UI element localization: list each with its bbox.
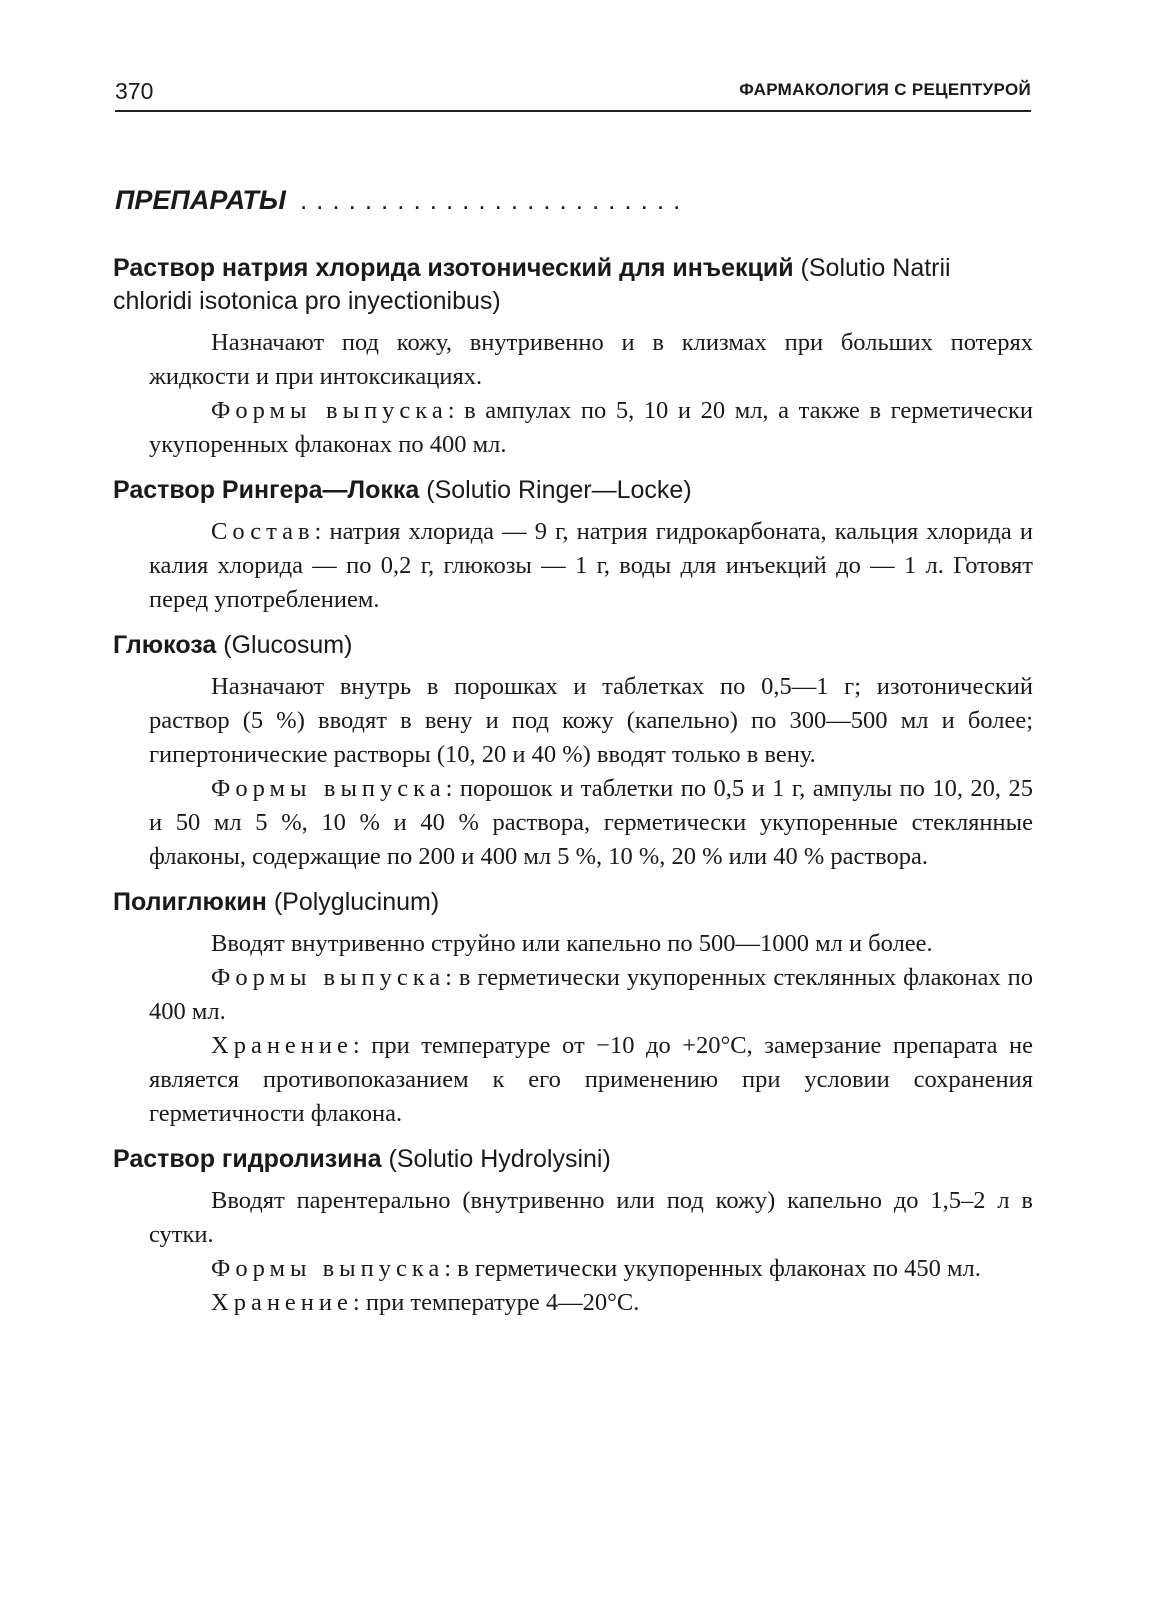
paragraph-label: Формы выпуска [211, 1255, 445, 1282]
paragraph-label: Формы выпуска [211, 397, 448, 424]
drug-entry [113, 886, 1033, 1131]
drug-name: Раствор гидролизина [113, 1145, 382, 1173]
drug-heading [113, 629, 1033, 662]
drug-name: Полиглюкин [113, 888, 267, 916]
paragraph [149, 1286, 1033, 1320]
paragraph [149, 515, 1033, 617]
drug-entry [113, 629, 1033, 874]
drug-name: Раствор натрия хлорида изотонический для инъекций [113, 254, 794, 282]
paragraph-label: Хранение [211, 1032, 353, 1059]
paragraph-label: Формы выпуска [211, 775, 446, 802]
paragraph-text: Вводят внутривенно струйно или капельно по 500—1000 мл и более. [211, 930, 933, 957]
paragraph-label: Формы выпуска [211, 964, 446, 991]
paragraph [149, 772, 1033, 874]
drug-latin-name: (Solutio Ringer—Locke) [426, 476, 692, 504]
drug-heading [113, 252, 1033, 318]
paragraph-text: : в герметически укупоренных флаконах по 450 мл. [444, 1255, 981, 1282]
paragraph-text: : в ампулах по 5, 10 и 20 мл, а также в герметически укупоренных флаконах по 400 мл. [149, 397, 1033, 458]
paragraph [149, 1252, 1033, 1286]
paragraph-text: Назначают под кожу, внутривенно и в клизмах при больших потерях жидкости и при интоксикациях. [149, 329, 1033, 390]
drug-heading [113, 1143, 1033, 1176]
drug-latin-name: (Polyglucinum) [273, 888, 440, 916]
paragraph-text: : при температуре от −10 до +20°С, замерзание препарата не является противопоказанием к его применению при условии сохранения герметичности флакона. [149, 1032, 1033, 1127]
paragraph-text: : натрия хлорида — 9 г, натрия гидрокарбоната, кальция хлорида и калия хлорида — по 0,2 г, глюкозы — 1 г, воды для инъекций до — 1 л. Готовят перед употреблением. [149, 518, 1033, 613]
drug-entry [113, 1143, 1033, 1320]
paragraph-label: Хранение [211, 1289, 353, 1316]
drug-heading [113, 886, 1033, 919]
paragraph [149, 927, 1033, 961]
drug-latin-name: (Glucosum) [223, 631, 353, 659]
book-title: ФАРМАКОЛОГИЯ С РЕЦЕПТУРОЙ [739, 80, 1031, 99]
dot-leader: ........................ [299, 185, 690, 215]
drug-latin-name: (Solutio Hydrolysini) [388, 1145, 611, 1173]
drug-list [113, 252, 1033, 1320]
page-number: 370 [115, 78, 154, 104]
paragraph-text: : порошок и таблетки по 0,5 и 1 г, ампулы по 10, 20, 25 и 50 мл 5 %, 10 % и 40 % раствора, герметически укупоренные стеклянные флаконы, содержащие по 200 и 400 мл 5 %, 10 %, 20 % или 40 % раствора. [149, 775, 1033, 870]
paragraph [149, 670, 1033, 772]
drug-name: Раствор Рингера—Локка [113, 476, 420, 504]
paragraph [149, 1184, 1033, 1252]
section-heading [115, 185, 1035, 225]
drug-latin-name: (Solutio Natrii chloridi isotonica pro inyectionibus) [113, 254, 951, 315]
paragraph-text: Назначают внутрь в порошках и таблетках по 0,5—1 г; изотонический раствор (5 %) вводят в вену и под кожу (капельно) по 300—500 мл и более; гипертонические растворы (10, 20 и 40 %) вводят только в вену. [149, 673, 1033, 768]
paragraph [149, 961, 1033, 1029]
paragraph-text: : при температуре 4—20°С. [352, 1289, 640, 1316]
drug-entry [113, 252, 1033, 462]
drug-heading [113, 474, 1033, 507]
section-title: ПРЕПАРАТЫ [115, 185, 286, 215]
paragraph [149, 394, 1033, 462]
paragraph-text: Вводят парентерально (внутривенно или под кожу) капельно до 1,5–2 л в сутки. [149, 1187, 1033, 1248]
running-head [115, 78, 1031, 112]
drug-entry [113, 474, 1033, 617]
paragraph-text: : в герметически укупоренных стеклянных флаконах по 400 мл. [149, 964, 1033, 1025]
paragraph [149, 326, 1033, 394]
paragraph-label: Состав [211, 518, 315, 545]
drug-name: Глюкоза [113, 631, 217, 659]
paragraph [149, 1029, 1033, 1131]
